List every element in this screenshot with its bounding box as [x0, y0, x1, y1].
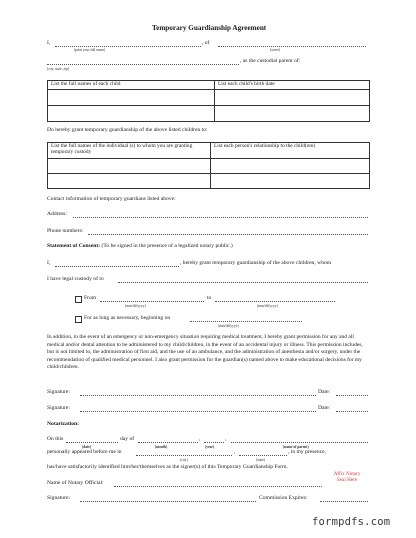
legal-custody-field[interactable]: [118, 282, 368, 283]
notary-month-field[interactable]: [138, 442, 198, 443]
affix-seal-note: [322, 471, 372, 483]
address-label: Address:: [47, 211, 67, 217]
to-label: to: [207, 295, 212, 301]
child-name-cell[interactable]: [48, 106, 215, 122]
custodial-text: , as the custodial parent of:: [240, 58, 301, 64]
from-date-hint: (mm/dd/yyyy): [125, 304, 146, 308]
affix-line-1: Affix Notary: [333, 471, 361, 477]
in-presence-text: , in my presence,: [288, 449, 327, 455]
notary-day-field[interactable]: [66, 442, 118, 443]
signature-field-2[interactable]: [80, 411, 316, 412]
commission-date-field[interactable]: [320, 501, 368, 502]
form-title: Temporary Guardianship Agreement: [152, 24, 267, 32]
beginning-date-field[interactable]: [190, 321, 302, 322]
beginning-date-hint: (mm/dd/yyyy): [218, 324, 239, 328]
to-date-hint: (mm/dd/yyyy): [257, 304, 278, 308]
consent-heading: Statement of Consent:: [47, 243, 101, 249]
commission-label: Commission Expires:: [259, 495, 308, 501]
guardian-relationship-cell[interactable]: [211, 174, 370, 189]
notarization-heading: Notarization:: [47, 421, 80, 427]
grant-text: Do hereby grant temporary guardianship of the above listed children to:: [47, 127, 208, 133]
parent-name-field[interactable]: [55, 46, 201, 47]
phone-field[interactable]: [88, 234, 368, 235]
guardian-name-header: List the full names of the individual (s) to whom you are granting temporary custody: [48, 143, 211, 159]
children-name-header: List the full names of each child: [48, 81, 215, 90]
affix-line-2: Seal Here: [336, 477, 358, 483]
from-label: From: [84, 295, 97, 301]
date-label-2: Date:: [318, 405, 331, 411]
street-hint: (street): [270, 48, 281, 52]
date-field-1[interactable]: [336, 395, 368, 396]
intro-of-label: , of: [202, 40, 210, 46]
from-checkbox[interactable]: [75, 296, 82, 303]
date-label-1: Date:: [318, 389, 331, 395]
child-birthdate-cell[interactable]: [215, 90, 370, 106]
signature-label-1: Signature:: [47, 389, 70, 395]
consent-i-label: I,: [47, 260, 51, 266]
notary-parent-field[interactable]: [231, 442, 368, 443]
notary-separator-3: ,: [234, 449, 236, 455]
notary-date-hint: (date): [82, 445, 91, 449]
notary-parent-hint: (name of parent): [283, 445, 309, 449]
notary-state-field[interactable]: [239, 455, 287, 456]
notary-separator-1: ,: [199, 436, 201, 442]
notary-year-hint: (year): [205, 445, 215, 449]
guardian-name-cell[interactable]: [48, 174, 211, 189]
notary-city-hint: (city): [180, 458, 188, 462]
signature-label-2: Signature:: [47, 405, 70, 411]
children-birthdate-header: List each child's birth date: [215, 81, 370, 90]
notary-year-field[interactable]: [204, 442, 224, 443]
appeared-text: personally appeared before me in: [47, 449, 122, 455]
guardian-relationship-header: List each person's relationship to the child(ren): [211, 143, 370, 159]
consent-note: (To be signed in the presence of a legalized notary public.): [101, 243, 233, 249]
street-field[interactable]: [218, 46, 366, 47]
date-field-2[interactable]: [336, 411, 368, 412]
guardian-name-cell[interactable]: [48, 159, 211, 174]
notary-month-hint: (month): [155, 445, 168, 449]
child-name-cell[interactable]: [48, 90, 215, 106]
signature-field-1[interactable]: [80, 395, 316, 396]
notary-signature-label: Signature:: [47, 495, 70, 501]
notary-state-hint: (state): [256, 458, 265, 462]
on-this-label: On this: [47, 436, 64, 442]
intro-i-label: I,: [47, 40, 51, 46]
long-as-necessary-checkbox[interactable]: [75, 316, 82, 323]
city-state-zip-hint: (city, state, zip): [47, 67, 70, 71]
address-field[interactable]: [73, 217, 368, 218]
day-of-label: day of: [120, 436, 135, 442]
medical-permission-paragraph: In addition, in the event of an emergency or non-emergency situation requiring medical treatment, I hereby grant permission for any and all medical and/or dental attention to be administered to my child/children, in the event of an accidental injury or illness. This permission includes, but is not limited to, the administration of first aid, and the use of an ambulance, and the administration of anesthesia and/or surgery, under the recommendation of qualified medical personnel. I also grant permission for the guardian(s) named above to make educational decisions for my child/children.: [47, 334, 363, 371]
notary-separator-2: ,: [225, 436, 227, 442]
phone-label: Phone numbers:: [47, 228, 84, 234]
to-date-field[interactable]: [215, 301, 335, 302]
notary-official-field[interactable]: [114, 486, 322, 487]
child-birthdate-cell[interactable]: [215, 106, 370, 122]
city-state-zip-field[interactable]: [47, 64, 239, 65]
notary-city-field[interactable]: [136, 455, 232, 456]
consent-heading-line: [47, 243, 233, 250]
contact-heading: Contact information of temporary guardians listed above:: [47, 196, 176, 202]
consent-hereby-text: , hereby grant temporary guardianship of the above children, whom: [180, 260, 332, 266]
identified-text: has/have satisfactorily identified him/her/themselves as the signer(s) of this Temporary Guardianship Form.: [47, 464, 288, 470]
guardian-relationship-cell[interactable]: [211, 159, 370, 174]
notary-signature-field[interactable]: [80, 501, 256, 502]
print-name-hint: (print your full name): [74, 48, 106, 52]
consent-name-field[interactable]: [55, 266, 179, 267]
guardians-table: [47, 142, 370, 189]
notary-official-label: Name of Notary Official:: [47, 480, 104, 486]
children-table: [47, 80, 370, 122]
site-watermark: formpdfs.com: [312, 516, 391, 528]
legal-custody-text: I have legal custody of to: [47, 276, 104, 282]
long-as-necessary-label: For as long as necessary, beginning on: [84, 315, 171, 321]
from-date-field[interactable]: [100, 301, 204, 302]
